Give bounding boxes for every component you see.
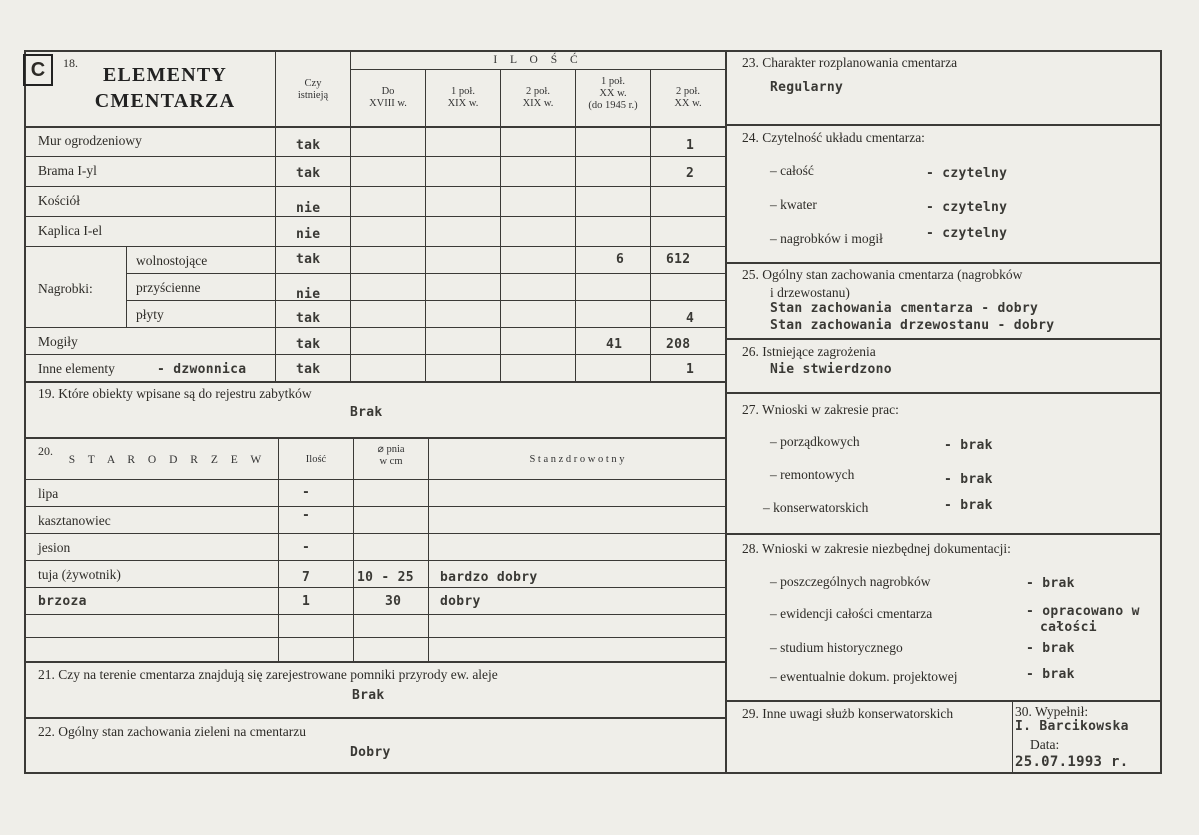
s22-value: Dobry [350, 745, 391, 760]
s24-item-nagrobkow: – nagrobków i mogił [770, 231, 883, 246]
frame-left [24, 50, 26, 774]
period-1-l2: XVIII w. [369, 98, 407, 109]
s28-item-studium: – studium historycznego [770, 640, 903, 655]
s24-value-kwater: - czytelny [926, 200, 1008, 215]
row-plyty-czy: tak [296, 311, 321, 326]
row-inne-value: - dzwonnica [157, 362, 247, 377]
s24-value-calosc: - czytelny [926, 166, 1008, 181]
card-code: C [23, 54, 53, 86]
row-mogily-czy: tak [296, 337, 321, 352]
tree-kasztanowiec-ilosc: - [302, 508, 311, 523]
s20-vline-pnia [353, 439, 354, 661]
s27-item-remontowych: – remontowych [770, 467, 855, 482]
s18-row-line [24, 354, 726, 355]
row-kosciol-czy: nie [296, 201, 321, 216]
tree-tuja-stan: bardzo dobry [440, 570, 538, 585]
s18-row-line [24, 156, 726, 157]
tree-lipa-ilosc: - [302, 485, 311, 500]
s18-bottom [24, 381, 726, 383]
s24-value-nagrobkow: - czytelny [926, 226, 1008, 241]
nagrobki-divider [126, 246, 127, 327]
tree-row-tuja: tuja (żywotnik) [38, 567, 121, 582]
s18-title-line2: CMENTARZA [94, 90, 236, 112]
period-col-3 [501, 86, 575, 110]
row-brama-label: Brama I-yl [38, 163, 97, 178]
s18-row-line [24, 186, 726, 187]
tree-tuja-pnia: 10 - 25 [357, 570, 414, 585]
s18-row-line [126, 300, 726, 301]
tree-brzoza-ilosc: 1 [302, 594, 311, 609]
period-3-l2: XIX w. [522, 98, 554, 109]
tree-tuja-ilosc: 7 [302, 570, 311, 585]
period-4-l3: (do 1945 r.) [588, 100, 638, 111]
s30-date-label: Data: [1030, 737, 1060, 752]
period-5-l1: 2 poł. [676, 86, 700, 97]
s29-label: 29. Inne uwagi służb konserwatorskich [742, 706, 954, 721]
s24-item-calosc: – całość [770, 163, 814, 178]
s20-col-stan: S t a n z d r o w o t n y [529, 454, 625, 465]
s28-item-projektowej: – ewentualnie dokum. projektowej [770, 669, 958, 684]
row-nagrobki-label: Nagrobki: [38, 281, 93, 296]
diameter-symbol: ⌀ [377, 444, 384, 455]
row-brama-czy: tak [296, 166, 321, 181]
s18-row-line [24, 246, 726, 247]
s25-label-l1: 25. Ogólny stan zachowania cmentarza (nagrobków [742, 267, 1023, 282]
frame-bottom [24, 772, 1162, 774]
s20-row-line [24, 533, 726, 534]
row-kosciol-label: Kościół [38, 193, 80, 208]
row-kaplica-czy: nie [296, 227, 321, 242]
s28-item-nagrobkow: – poszczególnych nagrobków [770, 574, 931, 589]
period-4-l1: 1 poł. [601, 76, 625, 87]
s20-col-pnia [354, 444, 428, 468]
s30-name: I. Barcikowska [1015, 719, 1129, 734]
s25-bottom [726, 338, 1161, 340]
row-mur-czy: tak [296, 138, 321, 153]
s28-value-projektowej: - brak [1026, 667, 1075, 682]
tree-brzoza-pnia: 30 [385, 594, 402, 609]
s18-vline-p5 [650, 70, 651, 381]
tree-jesion-ilosc: - [302, 540, 311, 555]
s20-col-pnia-l1 [354, 444, 428, 456]
row-kaplica-label: Kaplica I-el [38, 223, 103, 238]
s20-number: 20. [38, 444, 53, 458]
s18-vline-p2 [425, 70, 426, 381]
row-mur-p5: 1 [686, 138, 695, 153]
tree-row-jesion: jesion [38, 540, 71, 555]
frame-right [1160, 50, 1162, 774]
s20-row-line [24, 637, 726, 638]
column-divider [725, 50, 727, 774]
row-przysc-label: przyścienne [136, 280, 201, 295]
row-inne-p5: 1 [686, 362, 695, 377]
period-2-l2: XIX w. [447, 98, 479, 109]
s20-row-line [24, 587, 726, 588]
s30-date: 25.07.1993 r. [1015, 754, 1129, 770]
s27-value-konserwatorskich: - brak [944, 498, 993, 513]
s18-ilosc-header: I L O Ś Ć [493, 54, 583, 66]
s21-bottom [24, 717, 726, 719]
period-5-l2: XX w. [674, 98, 702, 109]
s18-row-line [24, 327, 726, 328]
s23-bottom [726, 124, 1161, 126]
row-plyty-p5: 4 [686, 311, 695, 326]
s18-ilosc-underline [350, 69, 725, 70]
s20-title: S T A R O D R Z E W [68, 454, 267, 466]
s20-row-line [24, 614, 726, 615]
s18-vline-p3 [500, 70, 501, 381]
s27-bottom [726, 533, 1161, 535]
row-mogily-p5: 208 [666, 337, 691, 352]
row-mur-label: Mur ogrodzeniowy [38, 133, 142, 148]
s24-label: 24. Czytelność układu cmentarza: [742, 130, 925, 145]
s18-row-line [24, 216, 726, 217]
s18-title [60, 62, 270, 114]
s20-row-line [24, 506, 726, 507]
period-col-1 [351, 86, 425, 110]
s28-bottom [726, 700, 1161, 702]
period-col-2 [426, 86, 500, 110]
s18-number: 18. [63, 56, 78, 70]
s20-col-pnia-text: pnia [386, 444, 405, 455]
s18-title-line1: ELEMENTY [102, 64, 228, 86]
s27-label: 27. Wnioski w zakresie prac: [742, 402, 899, 417]
s21-label: 21. Czy na terenie cmentarza znajdują się zarejestrowane pomniki przyrody ew. aleje [38, 667, 498, 682]
s19-value: Brak [350, 405, 383, 420]
s24-bottom [726, 262, 1161, 264]
s20-col-pnia-l2: w cm [379, 456, 403, 467]
s26-label: 26. Istniejące zagrożenia [742, 344, 876, 359]
s20-header-bottom [24, 479, 726, 480]
frame-top [24, 50, 1162, 52]
s28-label: 28. Wnioski w zakresie niezbędnej dokumentacji: [742, 541, 1011, 556]
s25-value-2: Stan zachowania drzewostanu - dobry [770, 318, 1055, 333]
s20-vline-stan [428, 439, 429, 661]
row-wolno-czy: tak [296, 252, 321, 267]
s24-item-kwater: – kwater [770, 197, 817, 212]
s26-value: Nie stwierdzono [770, 362, 892, 377]
s18-header-bottom [24, 126, 726, 128]
s30-label: 30. Wypełnił: [1015, 704, 1089, 719]
period-2-l1: 1 poł. [451, 86, 475, 97]
s18-col-czy-l1: Czy [304, 78, 322, 89]
s20-vline-ilosc [278, 439, 279, 661]
period-3-l1: 2 poł. [526, 86, 550, 97]
s23-value: Regularny [770, 80, 844, 95]
tree-row-lipa: lipa [38, 486, 59, 501]
s28-value-ewidencji: - opracowano w [1026, 604, 1140, 619]
s25-value-1: Stan zachowania cmentarza - dobry [770, 301, 1039, 316]
s27-item-konserwatorskich: – konserwatorskich [763, 500, 869, 515]
s25-label-l2: i drzewostanu) [770, 285, 850, 300]
row-plyty-label: płyty [136, 307, 164, 322]
s30-divider [1012, 701, 1013, 773]
row-wolno-label: wolnostojące [136, 253, 208, 268]
row-wolno-p5: 612 [666, 252, 691, 267]
row-inne-label: Inne elementy [38, 361, 115, 376]
s18-col-czy [276, 78, 350, 102]
s27-item-porzadkowych: – porządkowych [770, 434, 860, 449]
s23-label: 23. Charakter rozplanowania cmentarza [742, 55, 958, 70]
row-mogily-label: Mogiły [38, 334, 78, 349]
s26-bottom [726, 392, 1161, 394]
s18-col-czy-l2: istnieją [297, 90, 329, 101]
s28-value-studium: - brak [1026, 641, 1075, 656]
tree-brzoza-stan: dobry [440, 594, 481, 609]
period-col-4 [576, 76, 650, 112]
s19-label: 19. Które obiekty wpisane są do rejestru zabytków [38, 386, 312, 401]
s28-item-ewidencji: – ewidencji całości cmentarza [770, 606, 933, 621]
s20-col-ilosc: Ilość [305, 454, 327, 465]
s18-row-line [126, 273, 726, 274]
s27-value-porzadkowych: - brak [944, 438, 993, 453]
s18-vline-p4 [575, 70, 576, 381]
tree-row-kasztanowiec: kasztanowiec [38, 513, 111, 528]
period-col-5 [651, 86, 725, 110]
tree-row-brzoza: brzoza [38, 594, 87, 609]
s28-value-nagrobkow: - brak [1026, 576, 1075, 591]
s20-bottom [24, 661, 726, 663]
s27-value-remontowych: - brak [944, 472, 993, 487]
s22-label: 22. Ogólny stan zachowania zieleni na cmentarzu [38, 724, 307, 739]
s28-value-ewidencji-2: całości [1040, 620, 1097, 635]
s19-bottom [24, 437, 726, 439]
row-przysc-czy: nie [296, 287, 321, 302]
s20-row-line [24, 560, 726, 561]
period-1-l1: Do [381, 86, 395, 97]
row-brama-p5: 2 [686, 166, 695, 181]
row-mogily-p4: 41 [606, 337, 623, 352]
row-wolno-p4: 6 [616, 252, 625, 267]
s21-value: Brak [352, 688, 385, 703]
period-4-l2: XX w. [599, 88, 627, 99]
row-inne-czy: tak [296, 362, 321, 377]
